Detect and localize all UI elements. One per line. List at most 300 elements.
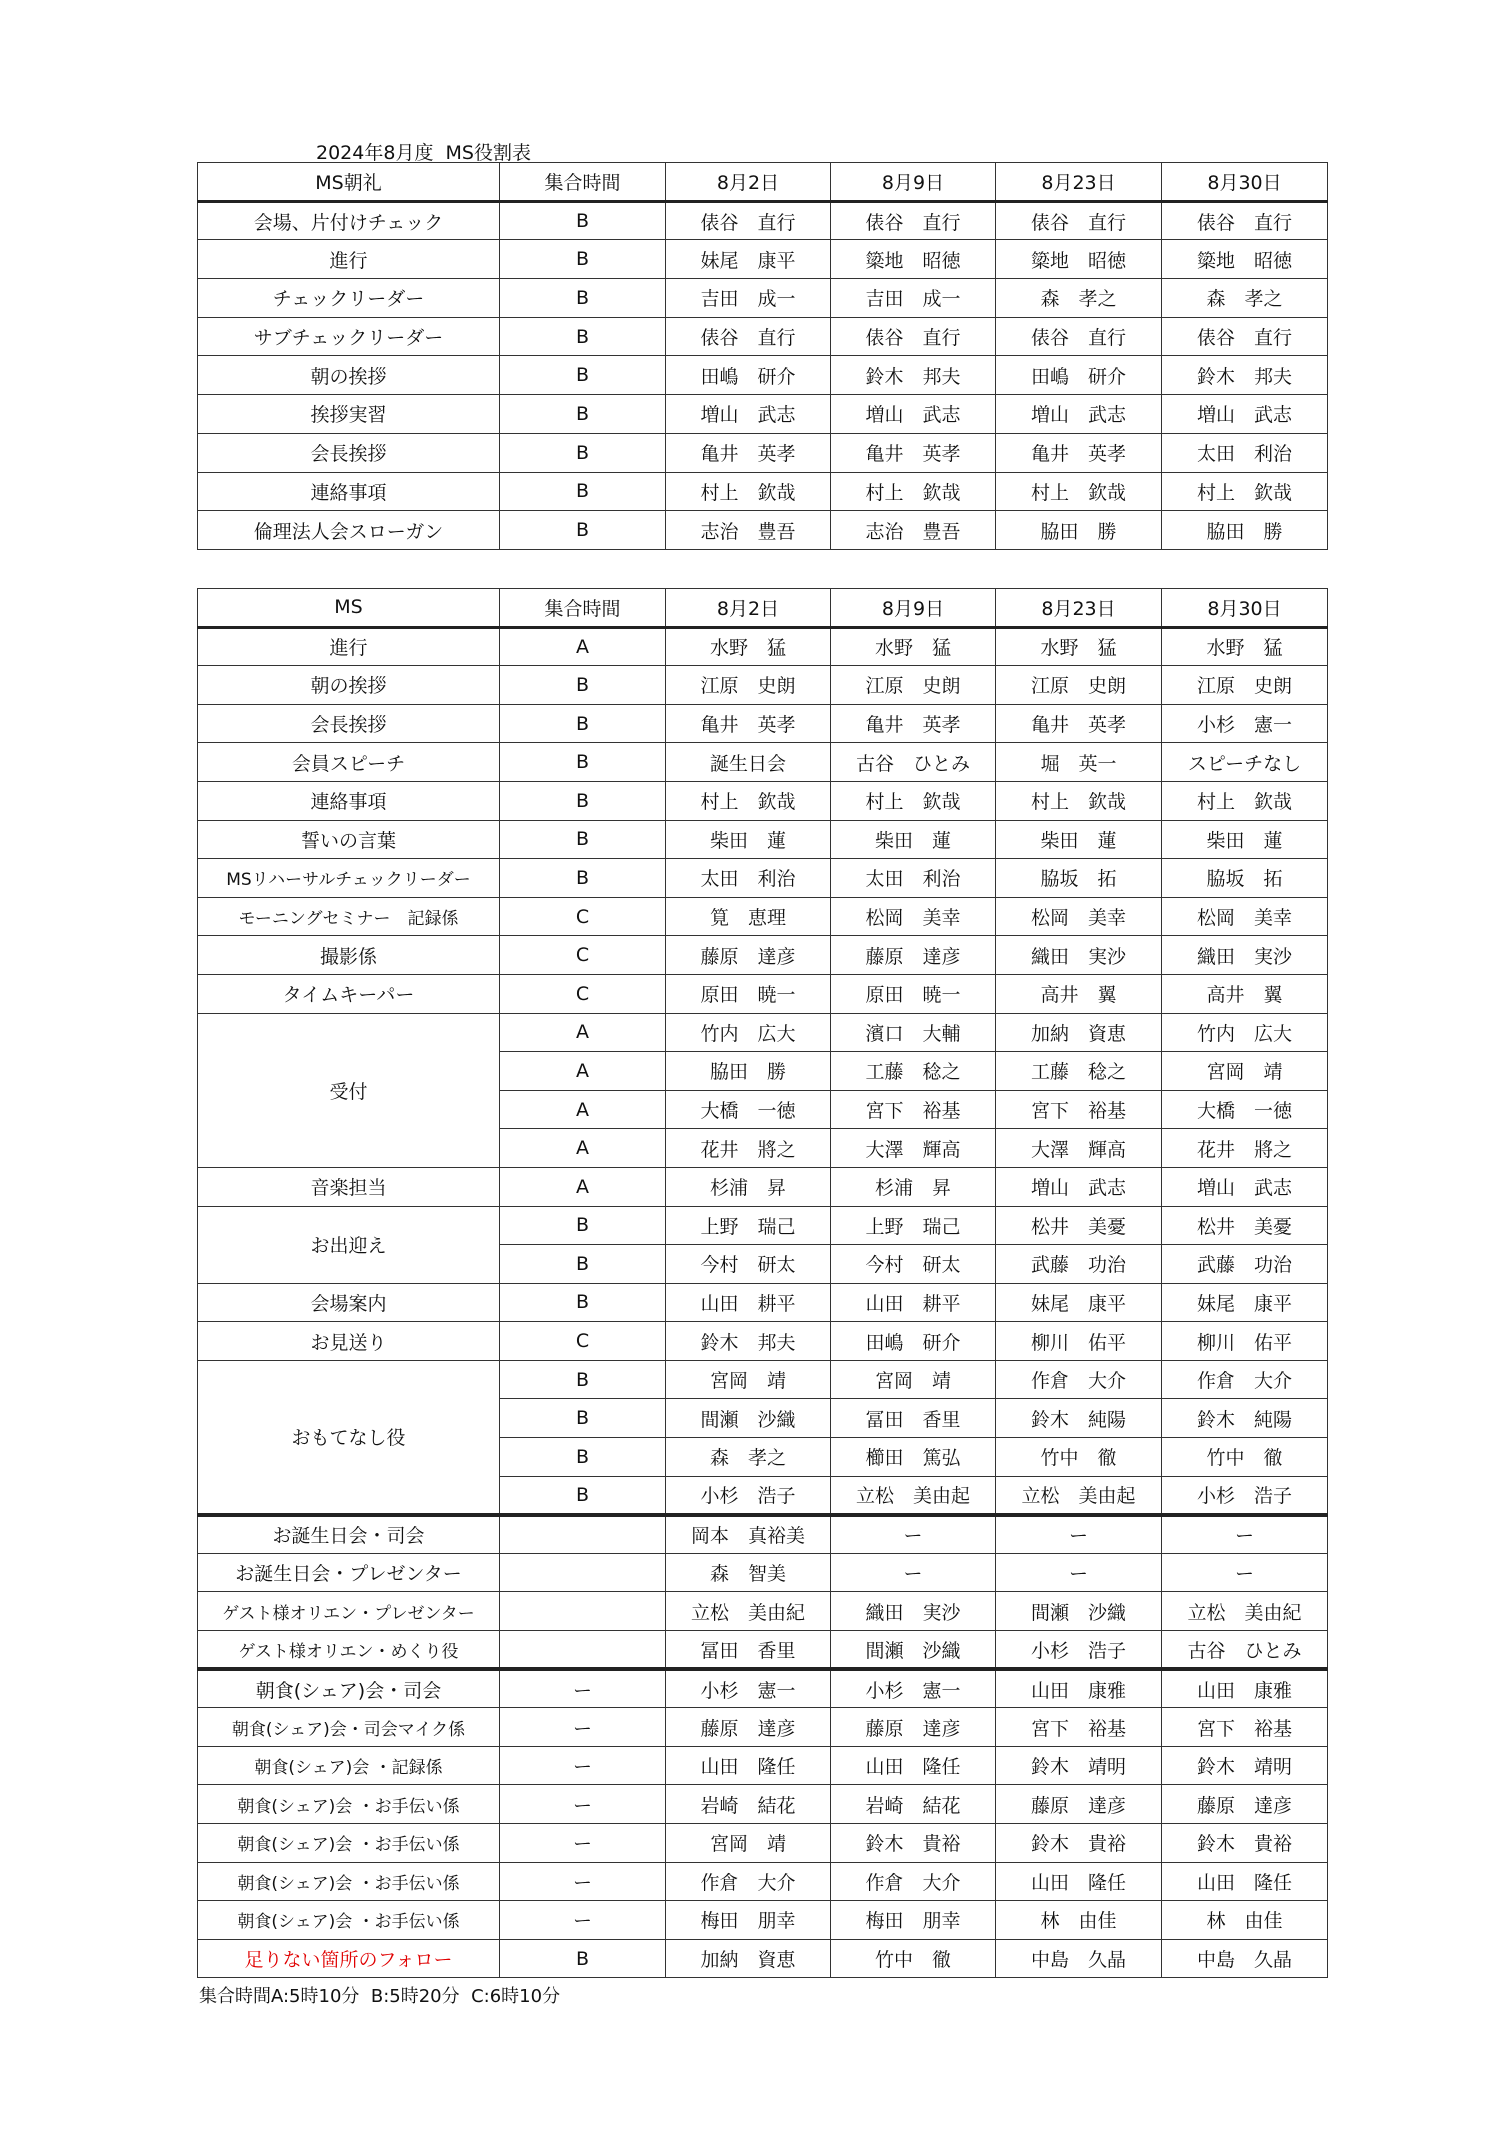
name-cell: 増山 武志 [1162,1167,1328,1206]
table-header-row [198,163,1328,202]
name-cell: 岡本 真裕美 [666,1515,831,1554]
name-cell: スピーチなし [1162,743,1328,782]
time-cell: B [500,859,666,898]
name-cell: 大橋 一徳 [666,1090,831,1129]
time-cell: B [500,472,666,511]
name-cell: 鈴木 邦夫 [1162,356,1328,395]
time-cell: B [500,1476,666,1515]
name-cell: 鈴木 貴裕 [1162,1824,1328,1863]
name-cell: 中島 久晶 [1162,1939,1328,1978]
name-cell: 杉浦 昇 [666,1167,831,1206]
role-cell: 誓いの言葉 [198,820,500,859]
column-header: 8月23日 [996,163,1162,202]
name-cell: 柴田 蓮 [666,820,831,859]
name-cell: 立松 美由起 [831,1476,996,1515]
role-cell: 倫理法人会スローガン [198,511,500,550]
time-cell: A [500,1090,666,1129]
name-cell: ー [831,1515,996,1554]
name-cell: 村上 欽哉 [996,472,1162,511]
time-cell: ー [500,1862,666,1901]
name-cell: 増山 武志 [666,395,831,434]
role-cell: おもてなし役 [198,1360,500,1514]
time-cell: B [500,1939,666,1978]
name-cell: 小杉 憲一 [1162,704,1328,743]
name-cell: 宮下 裕基 [996,1090,1162,1129]
table-row [198,511,1328,550]
time-cell: B [500,201,666,240]
role-cell: モーニングセミナー 記録係 [198,897,500,936]
name-cell: 増山 武志 [1162,395,1328,434]
time-cell: A [500,1013,666,1052]
time-cell: B [500,1245,666,1284]
role-cell: 受付 [198,1013,500,1167]
time-cell: B [500,240,666,279]
time-cell: B [500,279,666,318]
name-cell: 柳川 佑平 [996,1322,1162,1361]
name-cell: 森 智美 [666,1553,831,1592]
assembly-time-legend: 集合時間A:5時10分 B:5時20分 C:6時10分 [199,1986,561,2007]
table-row [198,1515,1328,1554]
name-cell: 鈴木 邦夫 [666,1322,831,1361]
time-cell: B [500,511,666,550]
name-cell: 山田 隆任 [1162,1862,1328,1901]
ms-morning-assembly-table [197,162,1328,550]
column-header: 8月2日 [666,163,831,202]
time-cell: ー [500,1669,666,1708]
name-cell: 俵谷 直行 [831,201,996,240]
name-cell: 松岡 美幸 [1162,897,1328,936]
time-cell: B [500,433,666,472]
column-header: 8月30日 [1162,589,1328,628]
table-row [198,279,1328,318]
name-cell: ー [996,1553,1162,1592]
name-cell: 杉浦 昇 [831,1167,996,1206]
table-row [198,704,1328,743]
name-cell: 間瀬 沙織 [831,1631,996,1670]
name-cell: 亀井 英孝 [831,433,996,472]
name-cell: 亀井 英孝 [831,704,996,743]
role-cell: 撮影係 [198,936,500,975]
name-cell: 俵谷 直行 [1162,201,1328,240]
name-cell: 間瀬 沙織 [666,1399,831,1438]
table-row [198,627,1328,666]
name-cell: 吉田 成一 [666,279,831,318]
name-cell: 村上 欽哉 [666,781,831,820]
name-cell: 藤原 達彦 [1162,1785,1328,1824]
name-cell: 脇田 勝 [1162,511,1328,550]
name-cell: 梅田 朋幸 [831,1901,996,1940]
name-cell: 松井 美憂 [1162,1206,1328,1245]
table-row [198,356,1328,395]
time-cell: A [500,627,666,666]
time-cell: B [500,666,666,705]
time-cell: A [500,1129,666,1168]
time-cell: A [500,1052,666,1091]
name-cell: ー [1162,1553,1328,1592]
name-cell: 工藤 稔之 [996,1052,1162,1091]
role-cell: 進行 [198,627,500,666]
ms-seminar-table [197,588,1328,1978]
name-cell: 宮岡 靖 [666,1824,831,1863]
name-cell: 志治 豊吾 [666,511,831,550]
time-cell: B [500,1360,666,1399]
name-cell: 作倉 大介 [831,1862,996,1901]
time-cell: A [500,1167,666,1206]
role-cell: 連絡事項 [198,472,500,511]
name-cell: 作倉 大介 [666,1862,831,1901]
name-cell: 堀 英一 [996,743,1162,782]
name-cell: 柴田 蓮 [831,820,996,859]
table-row [198,1206,1328,1245]
time-cell [500,1515,666,1554]
role-cell: お出迎え [198,1206,500,1283]
name-cell: 立松 美由紀 [666,1592,831,1631]
name-cell: 中島 久晶 [996,1939,1162,1978]
time-cell: B [500,704,666,743]
name-cell: 村上 欽哉 [1162,472,1328,511]
name-cell: 立松 美由起 [996,1476,1162,1515]
time-cell: B [500,781,666,820]
column-header: 8月9日 [831,589,996,628]
table-row [198,936,1328,975]
time-cell: C [500,1322,666,1361]
name-cell: 太田 利治 [1162,433,1328,472]
role-cell: 朝食(シェア)会 ・お手伝い係 [198,1862,500,1901]
name-cell: 上野 瑞己 [831,1206,996,1245]
name-cell: 冨田 香里 [666,1631,831,1670]
name-cell: 小杉 浩子 [666,1476,831,1515]
name-cell: 誕生日会 [666,743,831,782]
name-cell: 江原 史朗 [831,666,996,705]
name-cell: 妹尾 康平 [666,240,831,279]
name-cell: 小杉 憲一 [666,1669,831,1708]
time-cell: B [500,1438,666,1477]
table-row [198,1862,1328,1901]
time-cell: C [500,974,666,1013]
name-cell: 鈴木 靖明 [996,1746,1162,1785]
name-cell: 山田 耕平 [831,1283,996,1322]
role-cell: 足りない箇所のフォロー [198,1939,500,1978]
name-cell: 村上 欽哉 [1162,781,1328,820]
name-cell: 上野 瑞己 [666,1206,831,1245]
name-cell: 作倉 大介 [1162,1360,1328,1399]
name-cell: 大橋 一徳 [1162,1090,1328,1129]
name-cell: 松井 美憂 [996,1206,1162,1245]
name-cell: 立松 美由紀 [1162,1592,1328,1631]
role-cell: 朝食(シェア)会・司会 [198,1669,500,1708]
name-cell: 脇坂 拓 [1162,859,1328,898]
name-cell: 俵谷 直行 [666,317,831,356]
table-row [198,1013,1328,1052]
name-cell: 宮下 裕基 [831,1090,996,1129]
name-cell: 花井 將之 [666,1129,831,1168]
time-cell: C [500,897,666,936]
name-cell: 工藤 稔之 [831,1052,996,1091]
column-header: 集合時間 [500,163,666,202]
table-row [198,1824,1328,1863]
name-cell: 竹中 徹 [831,1939,996,1978]
name-cell: 小杉 憲一 [831,1669,996,1708]
table-row [198,1708,1328,1747]
name-cell: 花井 將之 [1162,1129,1328,1168]
name-cell: 簗地 昭徳 [996,240,1162,279]
name-cell: 俵谷 直行 [996,201,1162,240]
name-cell: 宮下 裕基 [1162,1708,1328,1747]
name-cell: ー [1162,1515,1328,1554]
role-cell: 朝の挨拶 [198,666,500,705]
table-row [198,666,1328,705]
name-cell: 亀井 英孝 [666,433,831,472]
name-cell: 櫛田 篤弘 [831,1438,996,1477]
name-cell: 加納 資恵 [666,1939,831,1978]
name-cell: 宮岡 靖 [666,1360,831,1399]
role-cell: お見送り [198,1322,500,1361]
role-cell: 朝の挨拶 [198,356,500,395]
name-cell: 竹中 徹 [1162,1438,1328,1477]
role-cell: お誕生日会・司会 [198,1515,500,1554]
name-cell: 俵谷 直行 [831,317,996,356]
table-row [198,1592,1328,1631]
time-cell: C [500,936,666,975]
name-cell: 山田 康雅 [996,1669,1162,1708]
table-header-row [198,589,1328,628]
name-cell: 江原 史朗 [666,666,831,705]
role-cell: 音楽担当 [198,1167,500,1206]
time-cell: B [500,1399,666,1438]
role-cell: 朝食(シェア)会 ・お手伝い係 [198,1824,500,1863]
name-cell: 増山 武志 [996,1167,1162,1206]
name-cell: 宮下 裕基 [996,1708,1162,1747]
time-cell: B [500,1206,666,1245]
table-row [198,1669,1328,1708]
name-cell: 宮岡 靖 [831,1360,996,1399]
name-cell: 増山 武志 [831,395,996,434]
name-cell: 鈴木 靖明 [1162,1746,1328,1785]
name-cell: ー [831,1553,996,1592]
role-cell: MSリハーサルチェックリーダー [198,859,500,898]
table-row [198,472,1328,511]
table-row [198,1901,1328,1940]
name-cell: 簗地 昭徳 [831,240,996,279]
table-row [198,240,1328,279]
name-cell: ー [996,1515,1162,1554]
name-cell: 岩崎 結花 [666,1785,831,1824]
name-cell: 江原 史朗 [996,666,1162,705]
table-row [198,317,1328,356]
name-cell: 鈴木 純陽 [996,1399,1162,1438]
name-cell: 間瀬 沙織 [996,1592,1162,1631]
name-cell: 山田 隆任 [666,1746,831,1785]
table-row [198,1631,1328,1670]
table-row [198,1360,1328,1399]
name-cell: 林 由佳 [996,1901,1162,1940]
role-cell: 会長挨拶 [198,433,500,472]
time-cell: B [500,743,666,782]
name-cell: 森 孝之 [996,279,1162,318]
name-cell: 亀井 英孝 [666,704,831,743]
role-cell: 朝食(シェア)会 ・お手伝い係 [198,1901,500,1940]
name-cell: 藤原 達彦 [831,936,996,975]
name-cell: 冨田 香里 [831,1399,996,1438]
name-cell: 脇田 勝 [996,511,1162,550]
name-cell: 大澤 輝高 [831,1129,996,1168]
name-cell: 妹尾 康平 [996,1283,1162,1322]
name-cell: 竹内 広大 [1162,1013,1328,1052]
name-cell: 亀井 英孝 [996,433,1162,472]
time-cell: B [500,395,666,434]
role-cell: ゲスト様オリエン・めくり役 [198,1631,500,1670]
name-cell: 竹中 徹 [996,1438,1162,1477]
column-header: 8月23日 [996,589,1162,628]
role-cell: 朝食(シェア)会 ・記録係 [198,1746,500,1785]
name-cell: 今村 研太 [666,1245,831,1284]
table-row [198,743,1328,782]
name-cell: 宮岡 靖 [1162,1052,1328,1091]
name-cell: 妹尾 康平 [1162,1283,1328,1322]
table-row [198,1746,1328,1785]
name-cell: 太田 利治 [831,859,996,898]
name-cell: 山田 隆任 [831,1746,996,1785]
name-cell: 山田 隆任 [996,1862,1162,1901]
role-cell: 会場、片付けチェック [198,201,500,240]
column-header: MS [198,589,500,628]
name-cell: 田嶋 研介 [996,356,1162,395]
role-cell: チェックリーダー [198,279,500,318]
role-cell: 会長挨拶 [198,704,500,743]
table-row [198,897,1328,936]
role-cell: 進行 [198,240,500,279]
table-row [198,201,1328,240]
name-cell: 林 由佳 [1162,1901,1328,1940]
name-cell: 森 孝之 [1162,279,1328,318]
name-cell: 織田 実沙 [1162,936,1328,975]
name-cell: 鈴木 邦夫 [831,356,996,395]
name-cell: 村上 欽哉 [831,781,996,820]
name-cell: 小杉 浩子 [996,1631,1162,1670]
name-cell: 田嶋 研介 [831,1322,996,1361]
time-cell: ー [500,1785,666,1824]
name-cell: 織田 実沙 [996,936,1162,975]
time-cell: ー [500,1824,666,1863]
table-row [198,1167,1328,1206]
role-cell: ゲスト様オリエン・プレゼンター [198,1592,500,1631]
name-cell: 志治 豊吾 [831,511,996,550]
name-cell: 吉田 成一 [831,279,996,318]
name-cell: 水野 猛 [1162,627,1328,666]
name-cell: 今村 研太 [831,1245,996,1284]
name-cell: 山田 康雅 [1162,1669,1328,1708]
name-cell: 筧 恵理 [666,897,831,936]
role-cell: 朝食(シェア)会・司会マイク係 [198,1708,500,1747]
name-cell: 村上 欽哉 [996,781,1162,820]
role-cell: 会場案内 [198,1283,500,1322]
name-cell: 高井 翼 [996,974,1162,1013]
name-cell: 俵谷 直行 [1162,317,1328,356]
column-header: 8月9日 [831,163,996,202]
name-cell: 小杉 浩子 [1162,1476,1328,1515]
name-cell: 作倉 大介 [996,1360,1162,1399]
name-cell: 古谷 ひとみ [831,743,996,782]
column-header: MS朝礼 [198,163,500,202]
name-cell: 俵谷 直行 [666,201,831,240]
role-cell: タイムキーパー [198,974,500,1013]
column-header: 8月2日 [666,589,831,628]
name-cell: 江原 史朗 [1162,666,1328,705]
role-cell: サブチェックリーダー [198,317,500,356]
name-cell: 増山 武志 [996,395,1162,434]
name-cell: 太田 利治 [666,859,831,898]
table-row [198,433,1328,472]
table-row [198,1322,1328,1361]
name-cell: 大澤 輝高 [996,1129,1162,1168]
name-cell: 原田 暁一 [831,974,996,1013]
name-cell: 加納 資恵 [996,1013,1162,1052]
name-cell: 村上 欽哉 [831,472,996,511]
name-cell: 俵谷 直行 [996,317,1162,356]
name-cell: 竹内 広大 [666,1013,831,1052]
name-cell: 柴田 蓮 [996,820,1162,859]
table-row [198,1785,1328,1824]
name-cell: 山田 耕平 [666,1283,831,1322]
name-cell: 松岡 美幸 [831,897,996,936]
role-cell: お誕生日会・プレゼンター [198,1553,500,1592]
name-cell: 田嶋 研介 [666,356,831,395]
column-header: 集合時間 [500,589,666,628]
time-cell: B [500,317,666,356]
column-header: 8月30日 [1162,163,1328,202]
time-cell: ー [500,1746,666,1785]
name-cell: 松岡 美幸 [996,897,1162,936]
time-cell [500,1631,666,1670]
role-cell: 連絡事項 [198,781,500,820]
name-cell: 織田 実沙 [831,1592,996,1631]
name-cell: 高井 翼 [1162,974,1328,1013]
name-cell: 鈴木 純陽 [1162,1399,1328,1438]
table-row [198,781,1328,820]
name-cell: 原田 暁一 [666,974,831,1013]
name-cell: 森 孝之 [666,1438,831,1477]
name-cell: 古谷 ひとみ [1162,1631,1328,1670]
name-cell: 岩崎 結花 [831,1785,996,1824]
name-cell: 鈴木 貴裕 [996,1824,1162,1863]
name-cell: 藤原 達彦 [666,936,831,975]
name-cell: 村上 欽哉 [666,472,831,511]
name-cell: 脇田 勝 [666,1052,831,1091]
name-cell: 濱口 大輔 [831,1013,996,1052]
time-cell: B [500,820,666,859]
table-row [198,1553,1328,1592]
name-cell: 藤原 達彦 [666,1708,831,1747]
role-cell: 朝食(シェア)会 ・お手伝い係 [198,1785,500,1824]
name-cell: 藤原 達彦 [996,1785,1162,1824]
role-cell: 挨拶実習 [198,395,500,434]
time-cell: ー [500,1708,666,1747]
name-cell: 梅田 朋幸 [666,1901,831,1940]
time-cell: B [500,356,666,395]
name-cell: 水野 猛 [666,627,831,666]
name-cell: 武藤 功治 [1162,1245,1328,1284]
name-cell: 簗地 昭徳 [1162,240,1328,279]
table-row [198,820,1328,859]
time-cell: ー [500,1901,666,1940]
name-cell: 鈴木 貴裕 [831,1824,996,1863]
name-cell: 脇坂 拓 [996,859,1162,898]
time-cell [500,1592,666,1631]
time-cell: B [500,1283,666,1322]
name-cell: 亀井 英孝 [996,704,1162,743]
table-row [198,395,1328,434]
table-row [198,974,1328,1013]
